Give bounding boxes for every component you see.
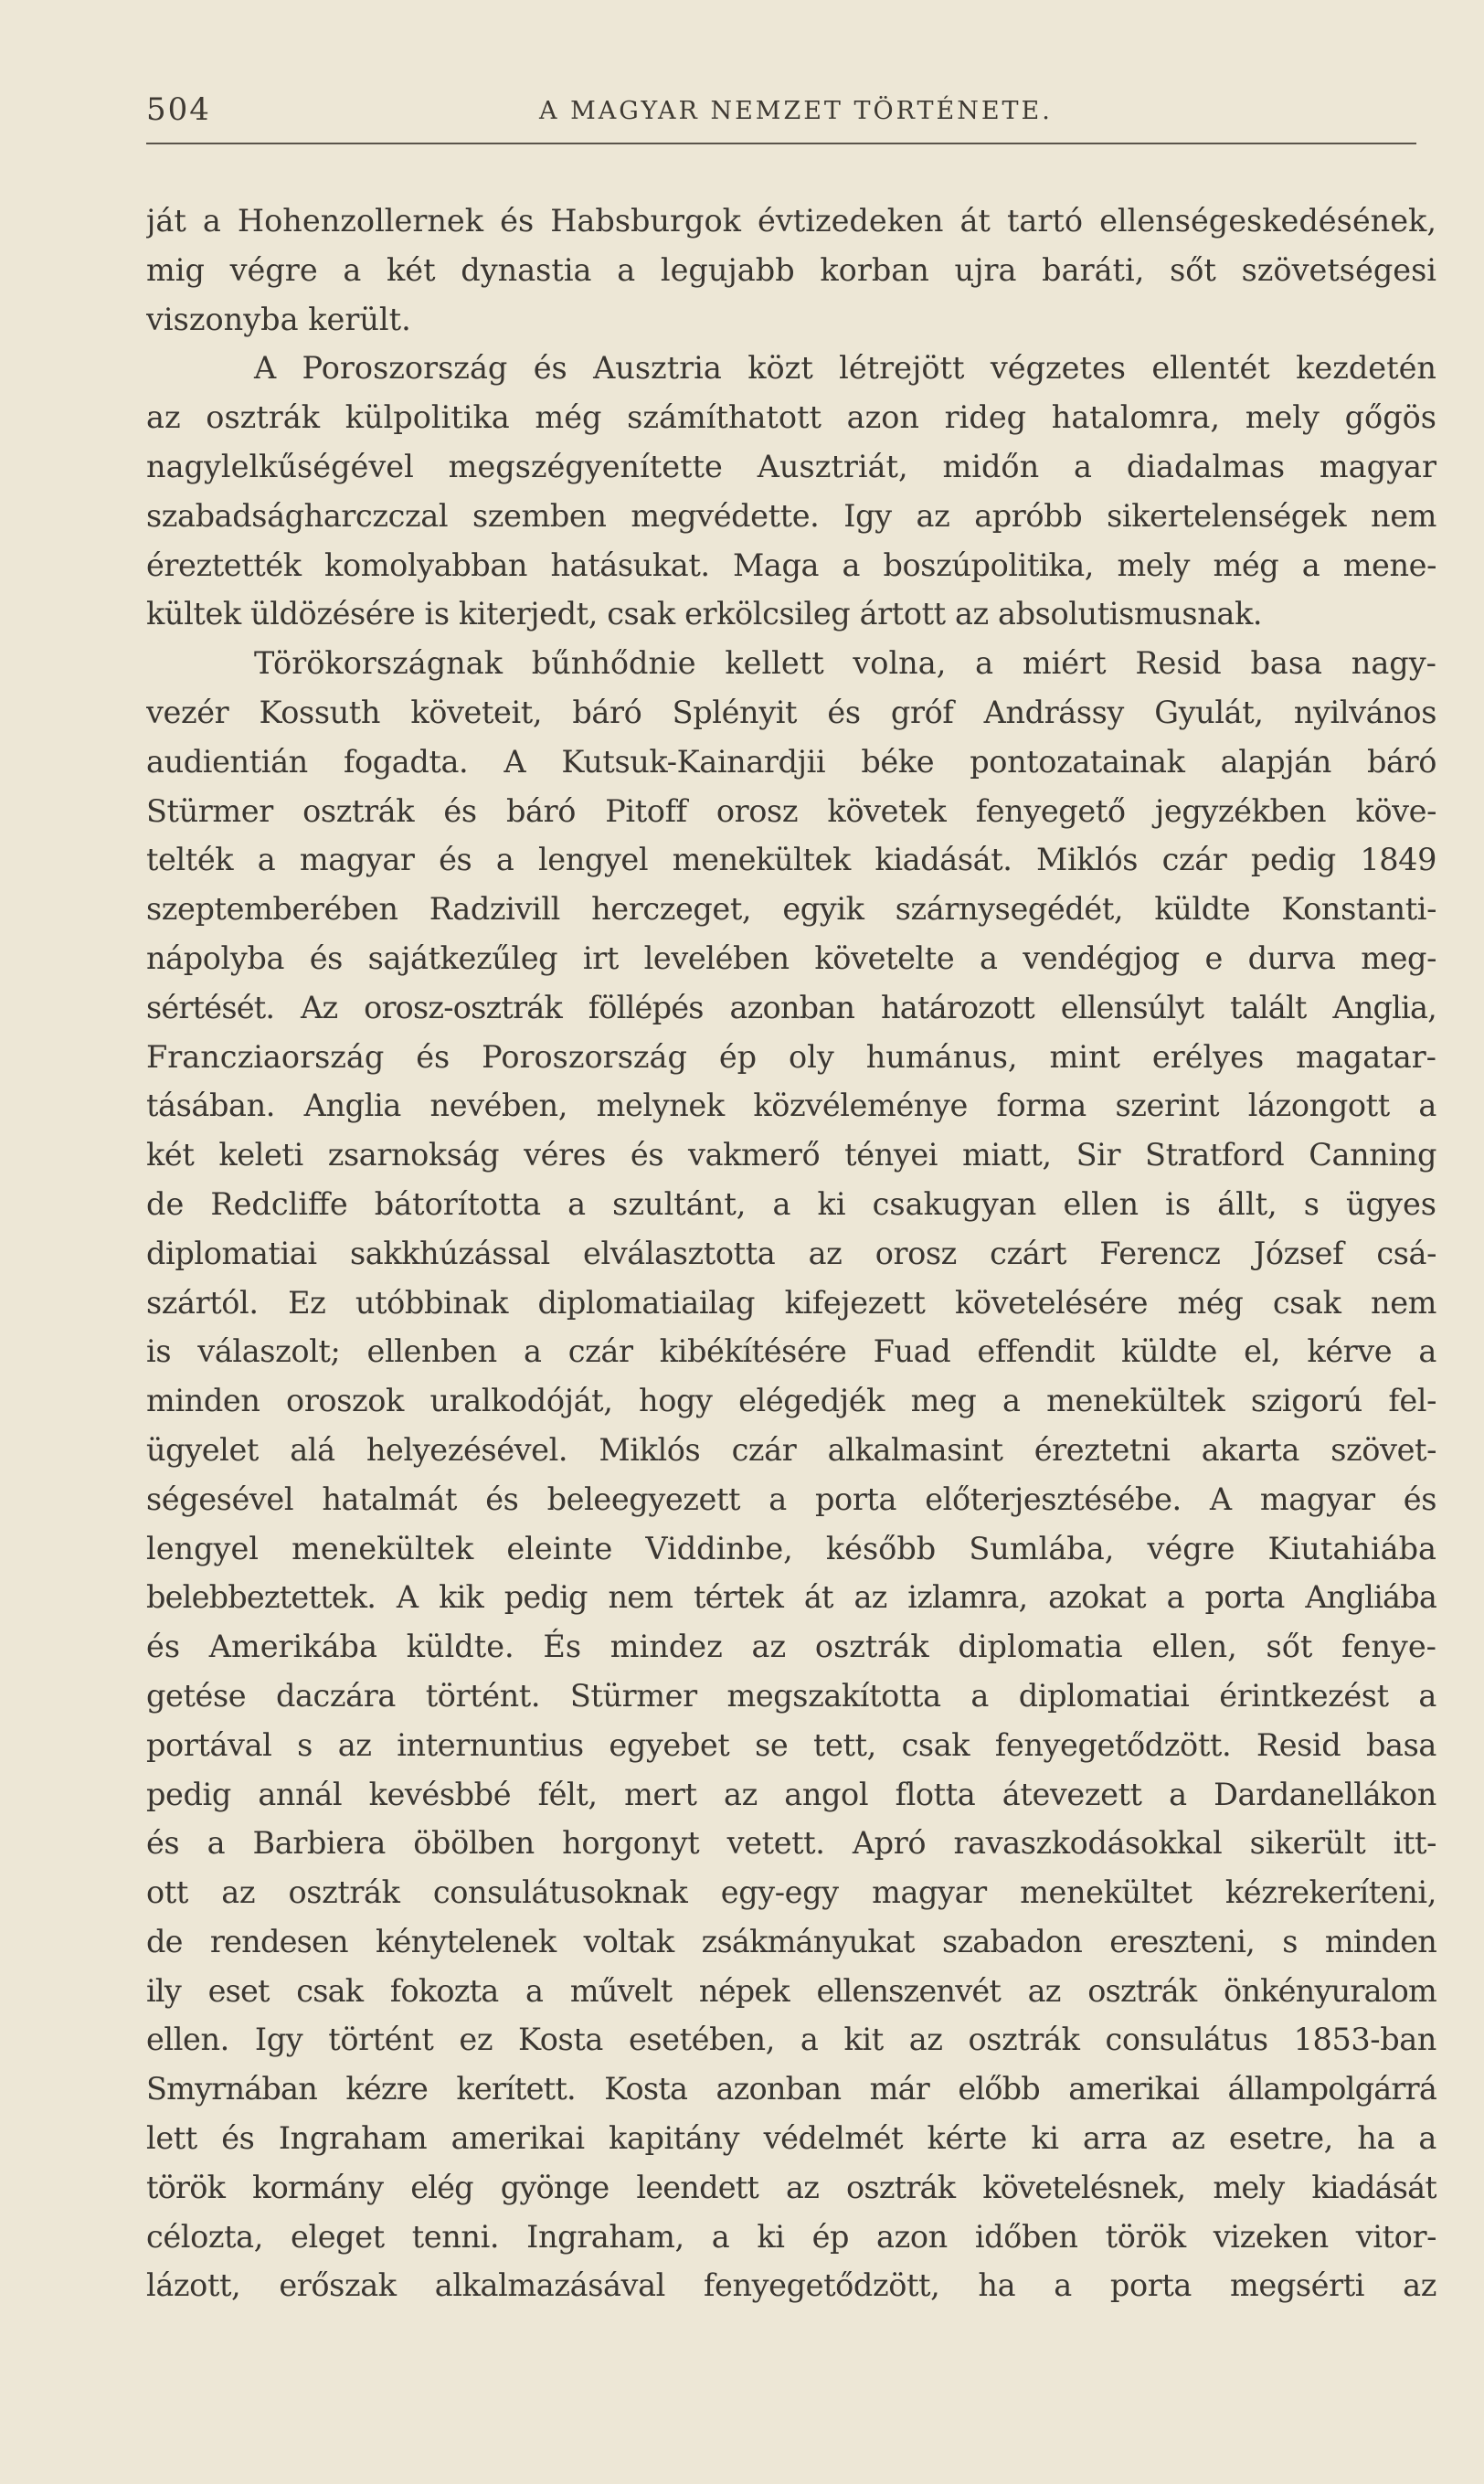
text-line: ott az osztrák consulátusoknak egy-egy magyar menekültet kézrekeríteni, — [146, 1874, 1436, 1911]
text-line: lett és Ingraham amerikai kapitány védelmét kérte ki arra az esetre, ha a — [146, 2120, 1436, 2157]
text-line: ellen. Igy történt ez Kosta esetében, a kit az osztrák consulátus 1853-ban — [146, 2022, 1436, 2058]
page-number: 504 — [146, 91, 211, 128]
text-line: két keleti zsarnokság véres és vakmerő tényei miatt, Sir Stratford Canning — [146, 1137, 1436, 1173]
text-line: nagylelkűségével megszégyenítette Ausztriát, midőn a diadalmas magyar — [146, 448, 1436, 484]
text-line: getése daczára történt. Stürmer megszakította a diplomatiai érintkezést a — [146, 1677, 1436, 1714]
text-line: Smyrnában kézre kerített. Kosta azonban már előbb amerikai állampolgárrá — [146, 2071, 1436, 2107]
text-line: török kormány elég gyönge leendett az osztrák követelésnek, mely kiadását — [146, 2169, 1436, 2205]
text-line: nápolyba és sajátkezűleg irt levelében követelte a vendégjog e durva meg- — [146, 939, 1436, 976]
text-line: vezér Kossuth követeit, báró Splényit és gróf Andrássy Gyulát, nyilvános — [146, 694, 1436, 730]
text-line: ját a Hohenzollernek és Habsburgok évtizedeken át tartó ellenségeskedésének, — [146, 203, 1436, 239]
body-text — [146, 196, 1436, 2310]
text-line: célozta, eleget tenni. Ingraham, a ki ép azon időben török vizeken vitor- — [146, 2218, 1436, 2255]
text-line: ségesével hatalmát és beleegyezett a porta előterjesztésébe. A magyar és — [146, 1481, 1436, 1517]
text-line: és Amerikába küldte. És mindez az osztrák diplomatia ellen, sőt fenye- — [146, 1629, 1436, 1665]
text-line: ügyelet alá helyezésével. Miklós czár alkalmasint éreztetni akarta szövet- — [146, 1431, 1436, 1468]
page-header — [146, 91, 1416, 137]
text-line: Stürmer osztrák és báró Pitoff orosz követek fenyegető jegyzékben köve- — [146, 792, 1436, 829]
text-line: portával s az internuntius egyebet se tett, csak fenyegetődzött. Resid basa — [146, 1726, 1436, 1763]
text-line: is válaszolt; ellenben a czár kibékítésére Fuad effendit küldte el, kérve a — [146, 1333, 1436, 1370]
text-line: viszonyba került. — [146, 301, 411, 337]
text-line: szabadságharczczal szemben megvédette. Igy az apróbb sikertelenségek nem — [146, 497, 1436, 534]
text-line: mig végre a két dynastia a legujabb korban ujra baráti, sőt szövetségesi — [146, 251, 1436, 288]
text-line: diplomatiai sakkhúzással elválasztotta az orosz czárt Ferencz József csá- — [146, 1235, 1436, 1271]
text-line: Francziaország és Poroszország ép oly humánus, mint erélyes magatar- — [146, 1038, 1436, 1075]
text-line: Törökországnak bűnhődnie kellett volna, a miért Resid basa nagy- — [254, 645, 1436, 682]
text-line: tásában. Anglia nevében, melynek közvéleménye forma szerint lázongott a — [146, 1088, 1436, 1124]
text-line: ily eset csak fokozta a művelt népek ellenszenvét az osztrák önkényuralom — [146, 1972, 1436, 2009]
text-line: kültek üldözésére is kiterjedt, csak erkölcsileg ártott az absolutismusnak. — [146, 596, 1263, 632]
text-line: sértését. Az orosz-osztrák föllépés azonban határozott ellensúlyt talált Anglia, — [146, 989, 1436, 1025]
text-line: de rendesen kénytelenek voltak zsákmányukat szabadon ereszteni, s minden — [146, 1923, 1436, 1959]
text-line: éreztették komolyabban hatásukat. Maga a boszúpolitika, mely még a mene- — [146, 547, 1436, 583]
text-line: lengyel menekültek eleinte Viddinbe, később Sumlába, végre Kiutahiába — [146, 1530, 1436, 1566]
header-rule — [146, 143, 1416, 144]
text-line: szártól. Ez utóbbinak diplomatiailag kifejezett követelésére még csak nem — [146, 1284, 1436, 1321]
text-line: minden oroszok uralkodóját, hogy elégedjék meg a menekültek szigorú fel- — [146, 1383, 1436, 1419]
text-line: belebbeztettek. A kik pedig nem tértek át az izlamra, azokat a porta Angliába — [146, 1579, 1436, 1616]
text-line: A Poroszország és Ausztria közt létrejött végzetes ellentét kezdetén — [254, 350, 1436, 387]
text-line: az osztrák külpolitika még számíthatott azon rideg hatalomra, mely gőgös — [146, 399, 1436, 436]
text-line: de Redcliffe bátorította a szultánt, a ki csakugyan ellen is állt, s ügyes — [146, 1185, 1436, 1222]
text-line: és a Barbiera öbölben horgonyt vetett. Apró ravaszkodásokkal sikerült itt- — [146, 1825, 1436, 1862]
text-line: audientián fogadta. A Kutsuk-Kainardjii béke pontozatainak alapján báró — [146, 743, 1436, 780]
text-line: szeptemberében Radzivill herczeget, egyik szárnysegédét, küldte Konstanti- — [146, 891, 1436, 928]
text-line: lázott, erőszak alkalmazásával fenyegetődzött, ha a porta megsérti az — [146, 2267, 1436, 2304]
running-title: A MAGYAR NEMZET TÖRTÉNETE. — [539, 97, 1053, 125]
text-line: telték a magyar és a lengyel menekültek kiadását. Miklós czár pedig 1849 — [146, 842, 1436, 878]
text-line: pedig annál kevésbbé félt, mert az angol flotta átevezett a Dardanellákon — [146, 1776, 1436, 1812]
